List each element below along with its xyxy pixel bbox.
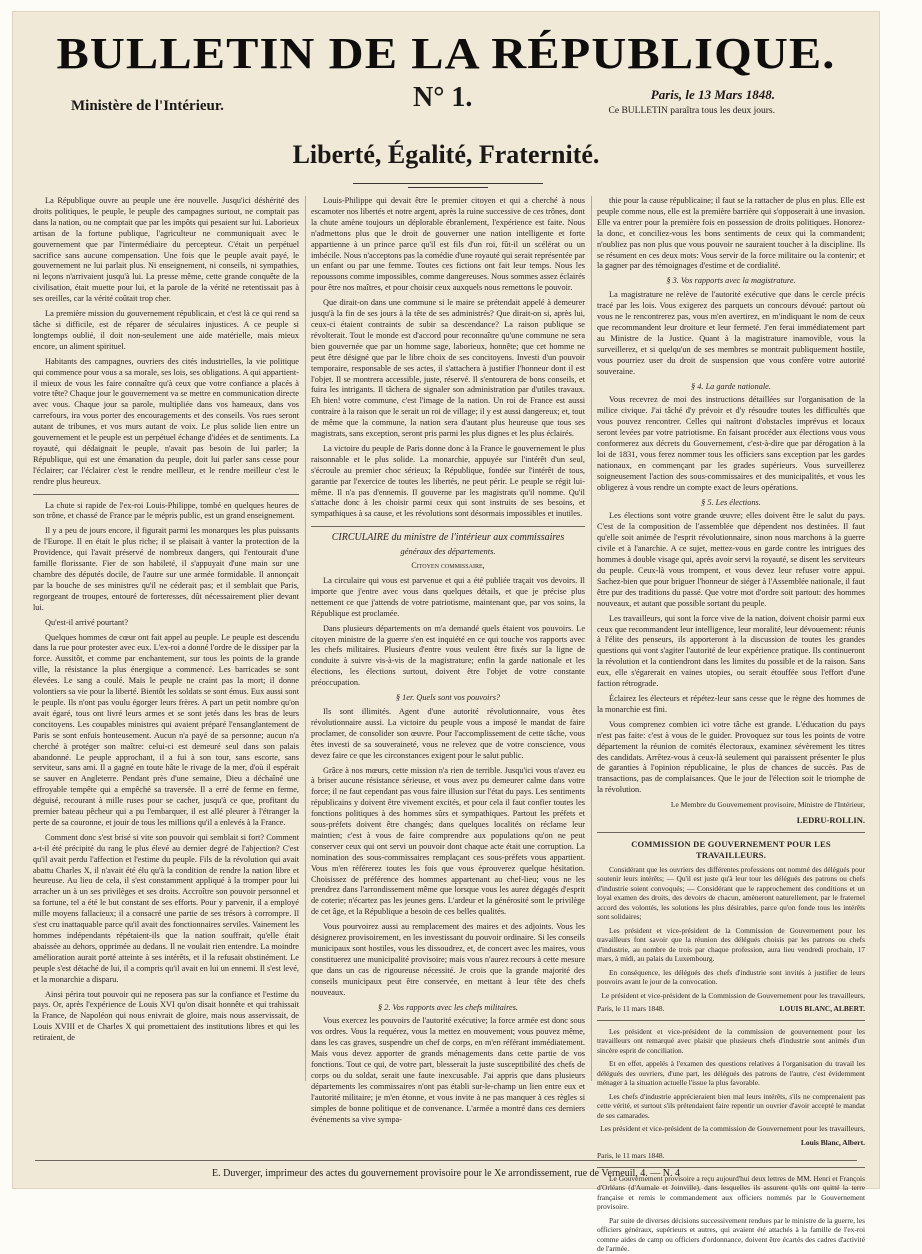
column-3: [597, 196, 865, 1254]
commission-signature: Le président et vice-président de la Commission de Gouvernement pour les travailleurs,: [601, 990, 865, 1000]
periodicity-note: Ce BULLETIN paraîtra tous les deux jours.: [608, 106, 775, 116]
paragraph: Quelques hommes de cœur ont fait appel au peuple. Le peuple est descendu dans la rue pour protester avec eux. L'ex-roi a donné l'ordre de le dissiper par la force. Aussitôt, et comme par enchantement, sur tous les points de la grande ville, la résistance la plus énergique a commencé. Les barricades se sont élevées. Le sang a coulé. Mais le peuple ne craint pas la mort; il donne volontiers sa vie pour la liberté. Bientôt les soldats se sont émus. Eux aussi sont le peuple. Ils n'ont pas voulu égorger leurs frères. A part un petit nombre qu'on avait égaré, tous ont livré leurs armes et se sont jetés dans les bras de leurs concitoyens. Les coupables ministres qui avaient préparé l'ensanglantement de Paris se sont enfuis honteusement. Aucun n'a payé de sa personne; aucun n'a cherché à protéger son maître: celui-ci est demeuré seul dans son palais abandonné. Le peuple approchant, il a fui à son tour, sans escorte, sans serviteur, sans ami. Il a gagné en toute hâte le rivage de la mer, d'où il espérait se sauver en Angleterre. Pendant près d'une semaine, Dieu a déchaîné une effroyable tempête qui a empêché sa traversée. Il a erré de ferme en ferme, déguisé, recourant à mille ruses pour se cacher, jusqu'à ce que, profitant du premier bateau pêcheur qui a pu l'embarquer, il est allé pleurer à l'étranger la perte de sa couronne, et jouir de tous les millions qu'il a enlevés à la France.: [33, 632, 299, 827]
poster-sheet: [13, 12, 879, 1254]
ministry-label: Ministère de l'Intérieur.: [71, 98, 224, 114]
column-2: [311, 196, 585, 1124]
section-rule: [597, 1020, 865, 1021]
paragraph: Habitants des campagnes, ouvriers des cités industrielles, la vie politique qui commence pour vous a sa morale, ses lois, ses obligations. A qui appartient-il mieux de vous les faire connaître qu'à ceux que votre confiance a placés à votre tête? Chaque jour le gouvernement va se mettre en communication directe avec vous. Chaque jour sa parole, multipliée dans vos hameaux, dans vos carrefours, ira vous porter des encouragements et des conseils. Vos rues seront autant de tribunes, et vos murs autant de voix. Le plus solide lien entre un gouvernement et le peuple est un perpétuel échange d'idées et de sentiments. La royauté, qui dédaignait le peuple, n'avait pas besoin de lui parler; la République, qui est une émanation du peuple, doit lui parler sans cesse pour l'éclairer; car l'éclairer c'est le rendre meilleur, et le rendre meilleur c'est le rendre plus heureux.: [33, 356, 299, 486]
paragraph: La magistrature ne relève de l'autorité exécutive que dans le cercle précis tracé par les lois. Vous exigerez des parquets un concours dévoué: partout où vous ne le rencontrerez pas, vous m'en avertirez, en m'indiquant le nom de ceux que recommandent leur droiture et leur fermeté. J'en ferai immédiatement part au Ministre de la Justice. Quant à la magistrature inamovible, vous la surveillerez, et si quelqu'un de ses membres se montrait publiquement hostile, vous pourriez user du droit de suspension que vous confère votre autorité souveraine.: [597, 290, 865, 376]
paragraph: thie pour la cause républicaine; il faut se la rattacher de plus en plus. Elle est peuple comme nous, elle est la première barrière qui s'opposerait à une invasion. Elle va entrer pour la première fois en possession de droits politiques. Honorez-la donc, et conciliez-vous les bons sentiments de ceux qui la commandent; n'oubliez pas non plus que vous pouvoir ne sauraient toucher à la discipline. Ils se résument en ces deux mots: Vous servir de la force militaire ou la contenir; et la gagner par des témoignages d'estime et de cordialité.: [597, 196, 865, 271]
printer-imprint: E. Duverger, imprimeur des actes du gouvernement provisoire pour le Xe arrondissement, rue de Verneuil, 4. — N. 4: [212, 1168, 680, 1179]
column-divider-1: [305, 196, 306, 1081]
paragraph: Grâce à nos mœurs, cette mission n'a rien de terrible. Jusqu'ici vous n'avez eu à briser aucune résistance sérieuse, et vous avez pu demeurer calme dans votre force; il ne faut cependant pas vous faire illusion sur l'état du pays. Les sentiments républicains y doivent être vivement excités, et pour cela il faut confier toutes les fonctions politiques à des hommes sûrs et sympathiques. Partout les préfets et sous-préfets doivent être changés; dans quelques localités on réclame leur maintien; c'est à vous de faire comprendre aux populations qu'on ne peut conserver ceux qui ont servi un pouvoir dont chaque acte était une corruption. La nomination des sous-commissaires remplaçant ces sous-préfets vous appartient. Vous m'en référerez toutes les fois que vous éprouverez quelque hésitation. Choisissez de préférence des hommes appartenant au chef-lieu; vous ne les prendrez dans l'arrondissement même que lorsque vous les aurez dégagés d'esprit de coterie; n'écartez pas les jeunes gens. L'ardeur et la générosité sont le privilège de cet âge, et la République a besoin de ces belles qualités.: [311, 765, 585, 917]
section-heading: § 5. Les élections.: [701, 497, 761, 507]
commission-signature: Les président et vice-président de la commission de Gouvernement pour les travailleurs,: [600, 1124, 865, 1134]
paragraph: Les président et vice-président de la Commission de Gouvernement pour les travailleurs font savoir que la réunion des délégués choisis par les patrons ou chefs d'industrie, au nombre de trois par chaque profession, aura lieu vendredi prochain, 17 mars, à midi, au palais du Luxembourg.: [597, 925, 865, 964]
paragraph: La première mission du gouvernement républicain, et c'est là ce qui rend sa tâche si difficile, est de réparer de séculaires injustices. A ce peuple si longtemps oublié, il doit non-seulement une aide matérielle, mais mieux encore, un aliment spirituel.: [33, 309, 299, 351]
paragraph: La République ouvre au peuple une ère nouvelle. Jusqu'ici déshérité des droits politiques, le peuple, le peuple des campagnes surtout, ne comptait pas dans la nation, ou ne comptait que par les impôts qui pesaient sur lui. Laborieux artisan de la fortune publique, l'agriculteur ne communiquait avec le gouvernement que par l'intermédiaire du percepteur. C'était un perpétuel sacrifice sans aucune compensation. Une fois que le peuple avait payé, le gouvernement ne lui parlait plus. Ni enseignement, ni conseils, ni sympathies, ni leçons n'arrivaient jusqu'à lui. La presse même, cette grande conquête de la civilisation, était muette pour lui, et la parole de la vérité ne retentissait pas à ses oreilles, car la vérité coûtait trop cher.: [33, 196, 299, 304]
header-rule: [353, 183, 543, 184]
paragraph: Considérant que les ouvriers des différentes professions ont nommé des délégués pour soutenir leurs intérêts; — Qu'il est juste qu'à leur tour les délégués des patrons ou chefs d'industrie soient convoqués; — Considérant que le rapprochement des conditions et un loyal examen des droits, des devoirs de chacun, amèneront naturellement, par le fraternel accord des volontés, les solutions les plus désirables, parce qu'on fonde tous les intérêts sont solidaires;: [597, 864, 865, 922]
column-divider-2: [591, 196, 592, 1081]
section-rule: [33, 494, 299, 495]
commission-names: LOUIS BLANC, ALBERT.: [779, 1004, 865, 1014]
circular-address: Citoyen commissaire,: [411, 561, 485, 571]
paragraph: Les président et vice-président de la commission de gouvernement pour les travailleurs ont remarqué avec plaisir que plusieurs chefs d'industrie sont animés d'un sincère esprit de conciliation.: [597, 1026, 865, 1055]
paragraph: Louis-Philippe qui devait être le premier citoyen et qui a cherché à nous escamoter nos libertés et notre argent, après la ruine successive de ces trônes, dont la chute amène toujours un déplorable ébranlement, l'expérience est faite. Nous n'admettons plus que le droit de gouverner une nation intelligente et forte appartienne à un prince parce qu'il est fils d'un roi, fût-il un scélérat ou un imbécile. Nous n'acceptons pas la comédie d'une royauté qui serait représentée par un enfant ou par une femme. Toutes ces fictions ont fait leur temps. Nous les repoussons comme impossibles, comme dangereuses. Nous sommes assez éclairés pour être nos maîtres, et pour choisir ceux auxquels nous remettons le pouvoir.: [311, 196, 585, 293]
paragraph: La chute si rapide de l'ex-roi Louis-Philippe, tombé en quelques heures de son trône, et chassé de France par le mépris public, est un grand enseignement.: [33, 500, 299, 521]
paragraph: Les travailleurs, qui sont la force vive de la nation, doivent choisir parmi eux ceux que recommandent leur intelligence, leur moralité, leur dévouement: réunis à l'élite des penseurs, ils apporteront à la discussion de toutes les grandes questions qui vont s'agiter l'autorité de leur expérience pratique. Ils continueront la révolution et la contiendront dans les limites du possible et de la raison. Sans eux, elle s'égarerait en vaines utopies, ou serait étouffée sous l'effort d'une faction rétrograde.: [597, 613, 865, 689]
paragraph: Par suite de diverses décisions successivement rendues par le ministre de la guerre, les officiers généraux, supérieurs et autres, qui avaient été attachés à la famille de l'ex-roi comme aides de camp ou officiers d'ordonnance, doivent être écartés des cadres d'activité de l'armée.: [597, 1215, 865, 1254]
commission-title: COMMISSION DE GOUVERNEMENT POUR LES TRAVAILLEURS.: [631, 838, 831, 860]
circular-title: CIRCULAIRE du ministre de l'intérieur aux commissaires: [331, 532, 565, 544]
commission-date: Paris, le 11 mars 1848.: [597, 1004, 665, 1014]
footer-rule: [35, 1160, 857, 1161]
section-rule: [597, 832, 865, 833]
section-heading: § 2. Vos rapports avec les chefs militaires.: [377, 1002, 519, 1012]
paragraph: En conséquence, les délégués des chefs d'industrie sont invités à justifier de leurs pouvoirs avant le jour de la convocation.: [597, 967, 865, 987]
signature-title: Le Membre du Gouvernement provisoire, Ministre de l'Intérieur,: [670, 800, 865, 810]
paragraph: Et en effet, appelés à l'examen des questions relatives à l'organisation du travail les délégués des ouvriers, d'une part, les délégués des patrons de l'autre, c'est évidemment ménager à la situation actuelle l'issue la plus favorable.: [597, 1059, 865, 1088]
paragraph: Ainsi périra tout pouvoir qui ne reposera pas sur la confiance et l'estime du pays. Or, après l'expérience de Louis XVI qu'on disait honnête et qui trahissait la France, de Napoléon qui nous enivrait de gloire, mais nous asservissait, de Louis XVIII et de Charles X qui promettaient des institutions libres et qui les retiraient, de: [33, 989, 299, 1043]
paragraph: Ils sont illimités. Agent d'une autorité révolutionnaire, vous êtes révolutionnaire aussi. La victoire du peuple vous a imposé le mandat de faire proclamer, de consolider son œuvre. Pour l'accomplissement de cette tâche, vous êtes investi de sa souveraineté, vous ne relevez que de votre conscience, vous devez faire ce que les circonstances exigent pour le salut public.: [311, 706, 585, 760]
circular-subtitle: généraux des départements.: [400, 546, 496, 557]
dateline: Paris, le 13 Mars 1848.: [650, 87, 775, 102]
paragraph: Que dirait-on dans une commune si le maire se prétendait appelé à demeurer jusqu'à la fin de ses jours à la tête de ses administrés? Que dirait-on si, après lui, ceux-ci étaient contraints de subir sa descendance? La raison publique se révolterait. Tout le monde est d'accord pour reconnaître qu'une commune ne sera bien gouvernée que par un homme sage, laborieux, honnête; que cet homme ne peut être désigné que par le libre choix de ses concitoyens. Investi d'un pouvoir temporaire, responsable de ses actes, il s'attachera à justifier l'honneur dont il est l'objet. Il se montrera accessible, juste, réservé. Il s'entourera de bons conseils, et fuira les intrigants. Il tâchera de signaler son administration par d'utiles travaux. Eh bien! votre commune, c'est l'image de la nation. Un roi de France est aussi contraire à la raison que le serait un roi de village; il y est aussi dangereux; et, tout de même que la commune, la nation sera d'autant plus heureuse que tous ses magistrats, sans exception, seront pris parmi les plus dignes et les plus éclairés.: [311, 298, 585, 439]
column-1: [33, 196, 299, 1086]
section-heading: § 1er. Quels sont vos pouvoirs?: [395, 693, 501, 703]
paragraph: Qu'est-il arrivé pourtant?: [45, 617, 129, 627]
paragraph: Éclairez les électeurs et répétez-leur sans cesse que le règne des hommes de la monarchie est fini.: [597, 693, 865, 714]
signature-name: LEDRU-ROLLIN.: [796, 815, 865, 826]
paragraph: La circulaire qui vous est parvenue et qui a été publiée traçait vos devoirs. Il importe que j'entre avec vous dans quelques détails, et que je précise plus nettement ce que j'attends de votre patriotisme, maintenant que, par vos soins, la République est proclamée.: [311, 576, 585, 618]
header-rule-short: [408, 187, 488, 188]
paragraph: Vous comprenez combien ici votre tâche est grande. L'éducation du pays n'est pas faite: c'est à vous de le guider. Provoquez sur tous les points de votre département la réunion de comités électoraux, examinez sévèrement les titres des candidats. Arrêtez-vous à ceux-là seulement qui paraissent présenter le plus de garanties à l'opinion républicaine, le plus de chances de succès. Pas de transactions, pas de complaisances. Que le jour de l'élection soit le triomphe de la révolution.: [597, 719, 865, 795]
paragraph: Il y a peu de jours encore, il figurait parmi les monarques les plus puissants de l'Europe. Il en était le plus riche; il se plaisait à vanter la protection de la Providence, qui l'avait préservé de nombreux dangers, qui l'entourait d'une famille florissante. Fier de son habileté, il s'appuyait d'une main sur une chambre des députés docile, de l'autre sur une armée formidable. Il annonçait par la bouche de ses ministres qu'il ne céderait pas; et il semblait que Paris, regorgeant de troupes, entouré de forteresses, dût nécessairement plier devant lui.: [33, 526, 299, 612]
section-heading: § 3. Vos rapports avec la magistrature.: [666, 276, 796, 286]
masthead-title: BULLETIN DE LA RÉPUBLIQUE.: [56, 29, 836, 78]
paragraph: La victoire du peuple de Paris donne donc à la France le gouvernement le plus raisonnable et le plus solide. La monarchie, appuyée sur l'intérêt d'un seul, s'écroule au premier choc sérieux; la République, fondée sur l'intérêt de tous, garantie par l'exercice de toutes les libertés, ne peut périr. Le peuple se régit lui-même. Il n'a pas d'ennemis. Il gouverne par les magistrats qu'il nomme. Qu'il s'attache donc à les choisir parmi ceux qui sont instruits de ses besoins, et sympathiques à sa cause, et les révolutions sont désormais impossibles et inutiles.: [311, 443, 585, 519]
paragraph: Vous exercez les pouvoirs de l'autorité exécutive; la force armée est donc sous vos ordres. Vous la requérez, vous la mettez en mouvement; vous pouvez même, dans les cas graves, suspendre un chef de corps, en m'en référant immédiatement. Mais vous devez apporter de grands ménagements dans cette partie de vos fonctions. Tout ce qui, de votre part, blesserait la juste susceptibilité des chefs de corps ou du soldat, serait une faute inexcusable. J'ai appris que dans plusieurs départements les commissaires n'ont pas établi sur-le-champ un lien entre eux et l'autorité militaire; je m'en étonne, et vous invite à ne pas manquer à ces règles si simples de bonne politique et de convenance. L'armée a montré dans ces derniers événements sa vive sympa-: [311, 1016, 585, 1124]
paragraph: Vous recevrez de moi des instructions détaillées sur l'organisation de la milice civique. J'ai tâché d'y prévoir et d'y résoudre toutes les difficultés que vous pouvez rencontrer. Celles qui naîtront d'obstacles imprévus et locaux seront levées par votre patriotisme. En faisant procéder aux élections vous vous conformerez aux décrets du Gouvernement, c'est-à-dire que par dérogation à la loi de 1831, vous ferez nommer tous les officiers sans exception par les gardes nationaux, en commençant par les grades supérieurs. Vous surveillerez soigneusement l'action des sous-commissaires et des municipalités, et vous les obligerez à vous rendre un compte exact de leurs opérations.: [597, 395, 865, 492]
commission-names: Louis Blanc, Albert.: [800, 1137, 865, 1147]
paragraph: Vous pourvoirez aussi au remplacement des maires et des adjoints. Vous les désignerez provisoirement, en les investissant du pouvoir ordinaire. Si les conseils municipaux sont hostiles, vous les dissoudrez, et, de concert avec les maires, vous constituerez une municipalité provisoire; mais vous n'aurez recours à cette mesure que dans un cas de rigoureuse nécessité. Je crois que la grande majorité des conseils municipaux peut être conservée, en mettant à leur tête des chefs nouveaux.: [311, 922, 585, 997]
issue-number: N° 1.: [413, 82, 473, 113]
section-heading: § 4. La garde nationale.: [691, 381, 771, 391]
section-rule: [311, 526, 585, 527]
paragraph: Les élections sont votre grande œuvre; elles doivent être le salut du pays. C'est de la composition de l'assemblée que dépendent nos destinées. Il faut qu'elle soit animée de l'esprit révolutionnaire, sinon nous marchons à la guerre civile et à l'anarchie. A ce sujet, mettez-vous en garde contre les intrigues des hommes à double visage qui, après avoir servi la royauté, se disent les serviteurs du peuple. Ceux-là vous trompent, et vous devez leur refuser votre appui. Sachez-bien que pour briguer l'honneur de siéger à l'Assemblée nationale, il faut être pur des traditions du passé. Que votre mot d'ordre soit partout: des hommes nouveaux, et autant que possible sortant du peuple.: [597, 511, 865, 608]
commission-date: Paris, le 11 mars 1848.: [597, 1151, 665, 1161]
paragraph: Comment donc s'est brisé si vite son pouvoir qui semblait si fort? Comment a-t-il été précipité du rang le plus élevé au dernier degré de l'abjection? C'est qu'il avait perdu l'affection et l'estime du peuple. Fils de la révolution qui avait abattu Charles X, il n'avait été élu qu'à la condition de rendre la nation libre et heureuse. Au lieu de cela, il s'est constamment appliqué à la tromper pour lui arracher un à un ses privilèges et ses droits. Accroître son pouvoir personnel et sa fortune, tel a été le but constant de ses efforts. Pour y parvenir, il a employé mille moyens fallacieux; il a consacré une partie de ses trésors à corrompre. Il s'est cru inattaquable parce qu'il avait des fonctionnaires serviles. Vainement les hommes indépendants répétaient-ils que la nation souffrait, qu'elle était abaissée au dehors, opprimée au dedans. Il ne voulait rien entendre. La moindre amélioration aurait porté atteinte à ses intérêts, et il la refusait obstinément. Le peuple s'est détaché de lui, il a compris qu'il avait en lui un ennemi. Il s'est levé, et la monarchie a disparu.: [33, 832, 299, 984]
paragraph: Le Gouvernement provisoire a reçu aujourd'hui deux lettres de MM. Henri et François d'Orléans (d'Aumale et Joinville), dans lesquelles ils assurent qu'ils ont quitté la terre française et remis le commandement aux officiers nommés par le Gouvernement provisoire.: [597, 1173, 865, 1212]
motto: Liberté, Égalité, Fraternité.: [292, 140, 600, 169]
paragraph: Dans plusieurs départements on m'a demandé quels étaient vos pouvoirs. Le citoyen ministre de la guerre s'en est inquiété en ce qui touche vos rapports avec les chefs militaires. Plusieurs d'entre vous veulent être fixés sur la ligne de conduite à suivre vis-à-vis de la magistrature; enfin la garde nationale et les élections, les élections surtout, doivent être l'objet de votre constante préoccupation.: [311, 623, 585, 688]
paragraph: Les chefs d'industrie apprécieraient bien mal leurs intérêts, s'ils ne comprenaient pas cette vérité, et surtout s'ils prétendaient faire repentir un ouvrier d'avoir accepté le mandat de ses camarades.: [597, 1091, 865, 1120]
